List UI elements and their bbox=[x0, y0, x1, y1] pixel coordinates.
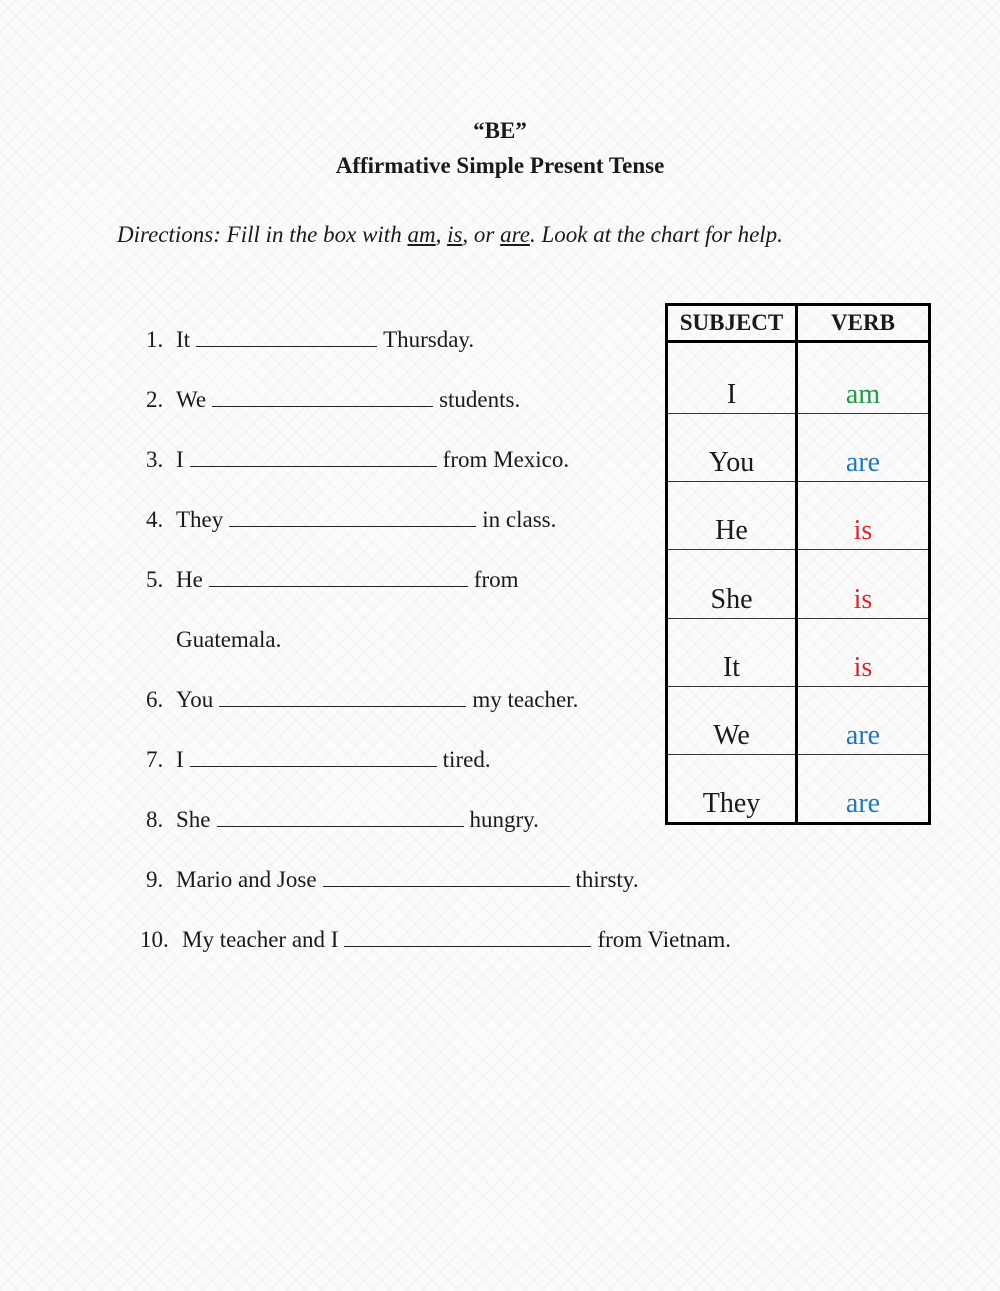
subject-cell: It bbox=[668, 619, 795, 687]
subject-cell: He bbox=[668, 482, 795, 550]
question-subject: I bbox=[176, 747, 184, 772]
question-7 bbox=[146, 747, 491, 773]
answer-blank-2[interactable] bbox=[212, 388, 433, 407]
question-number: 6. bbox=[146, 687, 164, 712]
subject-cell: They bbox=[702, 787, 761, 819]
question-subject: We bbox=[176, 387, 207, 412]
directions-are: are bbox=[500, 222, 530, 247]
verb-cell: is bbox=[798, 482, 928, 550]
answer-blank-6[interactable] bbox=[219, 688, 466, 707]
answer-blank-5[interactable] bbox=[209, 568, 468, 587]
question-number: 2. bbox=[146, 387, 164, 412]
subject-cell: I bbox=[668, 346, 795, 414]
answer-blank-10[interactable] bbox=[344, 928, 591, 947]
question-8 bbox=[146, 807, 539, 833]
question-subject: They bbox=[176, 507, 224, 532]
question-number: 4. bbox=[146, 507, 164, 532]
answer-blank-3[interactable] bbox=[190, 448, 437, 467]
subject-verb-chart bbox=[665, 303, 931, 825]
verb-cell: is bbox=[798, 550, 928, 618]
question-number: 3. bbox=[146, 447, 164, 472]
subject-header: SUBJECT bbox=[668, 306, 795, 343]
verb-cell: am bbox=[798, 346, 928, 414]
question-rest: my teacher. bbox=[472, 687, 579, 712]
question-9 bbox=[146, 867, 639, 893]
question-rest: thirsty. bbox=[575, 867, 639, 892]
question-5 bbox=[146, 567, 519, 593]
question-rest: hungry. bbox=[469, 807, 539, 832]
question-subject: I bbox=[176, 447, 184, 472]
answer-blank-1[interactable] bbox=[196, 328, 377, 347]
question-5-continuation: Guatemala. bbox=[176, 627, 282, 652]
question-number: 7. bbox=[146, 747, 164, 772]
worksheet-subtitle: Affirmative Simple Present Tense bbox=[335, 153, 665, 178]
answer-blank-4[interactable] bbox=[229, 508, 476, 527]
question-rest: from bbox=[473, 567, 519, 592]
question-rest: from Vietnam. bbox=[597, 927, 732, 952]
subject-cell: You bbox=[668, 414, 795, 482]
question-rest: from Mexico. bbox=[442, 447, 570, 472]
verb-cell: are bbox=[798, 687, 928, 755]
verb-cell: are bbox=[845, 787, 881, 819]
directions-text bbox=[117, 222, 783, 248]
question-1 bbox=[146, 327, 474, 353]
question-3 bbox=[146, 447, 569, 473]
answer-blank-8[interactable] bbox=[217, 808, 464, 827]
answer-blank-9[interactable] bbox=[323, 868, 570, 887]
worksheet-title: “BE” bbox=[473, 118, 527, 143]
subject-cell: She bbox=[668, 550, 795, 618]
directions-suffix: . Look at the chart for help. bbox=[529, 222, 783, 247]
question-10 bbox=[140, 927, 731, 953]
question-number: 9. bbox=[146, 867, 164, 892]
verb-header: VERB bbox=[798, 306, 928, 343]
question-rest: Thursday. bbox=[383, 327, 475, 352]
question-subject: It bbox=[176, 327, 191, 352]
question-number: 1. bbox=[146, 327, 164, 352]
directions-am: am bbox=[407, 222, 436, 247]
subject-cell: We bbox=[668, 687, 795, 755]
question-number: 10. bbox=[140, 927, 169, 952]
question-subject: You bbox=[176, 687, 214, 712]
subject-column bbox=[668, 306, 798, 822]
question-number: 8. bbox=[146, 807, 164, 832]
question-rest: in class. bbox=[482, 507, 557, 532]
directions-sep2: , or bbox=[462, 222, 501, 247]
directions-sep1: , bbox=[435, 222, 448, 247]
question-4 bbox=[146, 507, 556, 533]
question-6 bbox=[146, 687, 578, 713]
question-subject: She bbox=[176, 807, 211, 832]
question-subject: Mario and Jose bbox=[176, 867, 317, 892]
directions-prefix: Directions: Fill in the box with bbox=[117, 222, 408, 247]
question-subject: My teacher and I bbox=[182, 927, 339, 952]
verb-cell: is bbox=[798, 619, 928, 687]
question-rest: tired. bbox=[442, 747, 491, 772]
question-rest: students. bbox=[439, 387, 521, 412]
verb-column bbox=[798, 306, 928, 822]
question-number: 5. bbox=[146, 567, 164, 592]
question-subject: He bbox=[176, 567, 203, 592]
verb-cell: are bbox=[798, 414, 928, 482]
answer-blank-7[interactable] bbox=[190, 748, 437, 767]
directions-is: is bbox=[447, 222, 463, 247]
question-2 bbox=[146, 387, 520, 413]
